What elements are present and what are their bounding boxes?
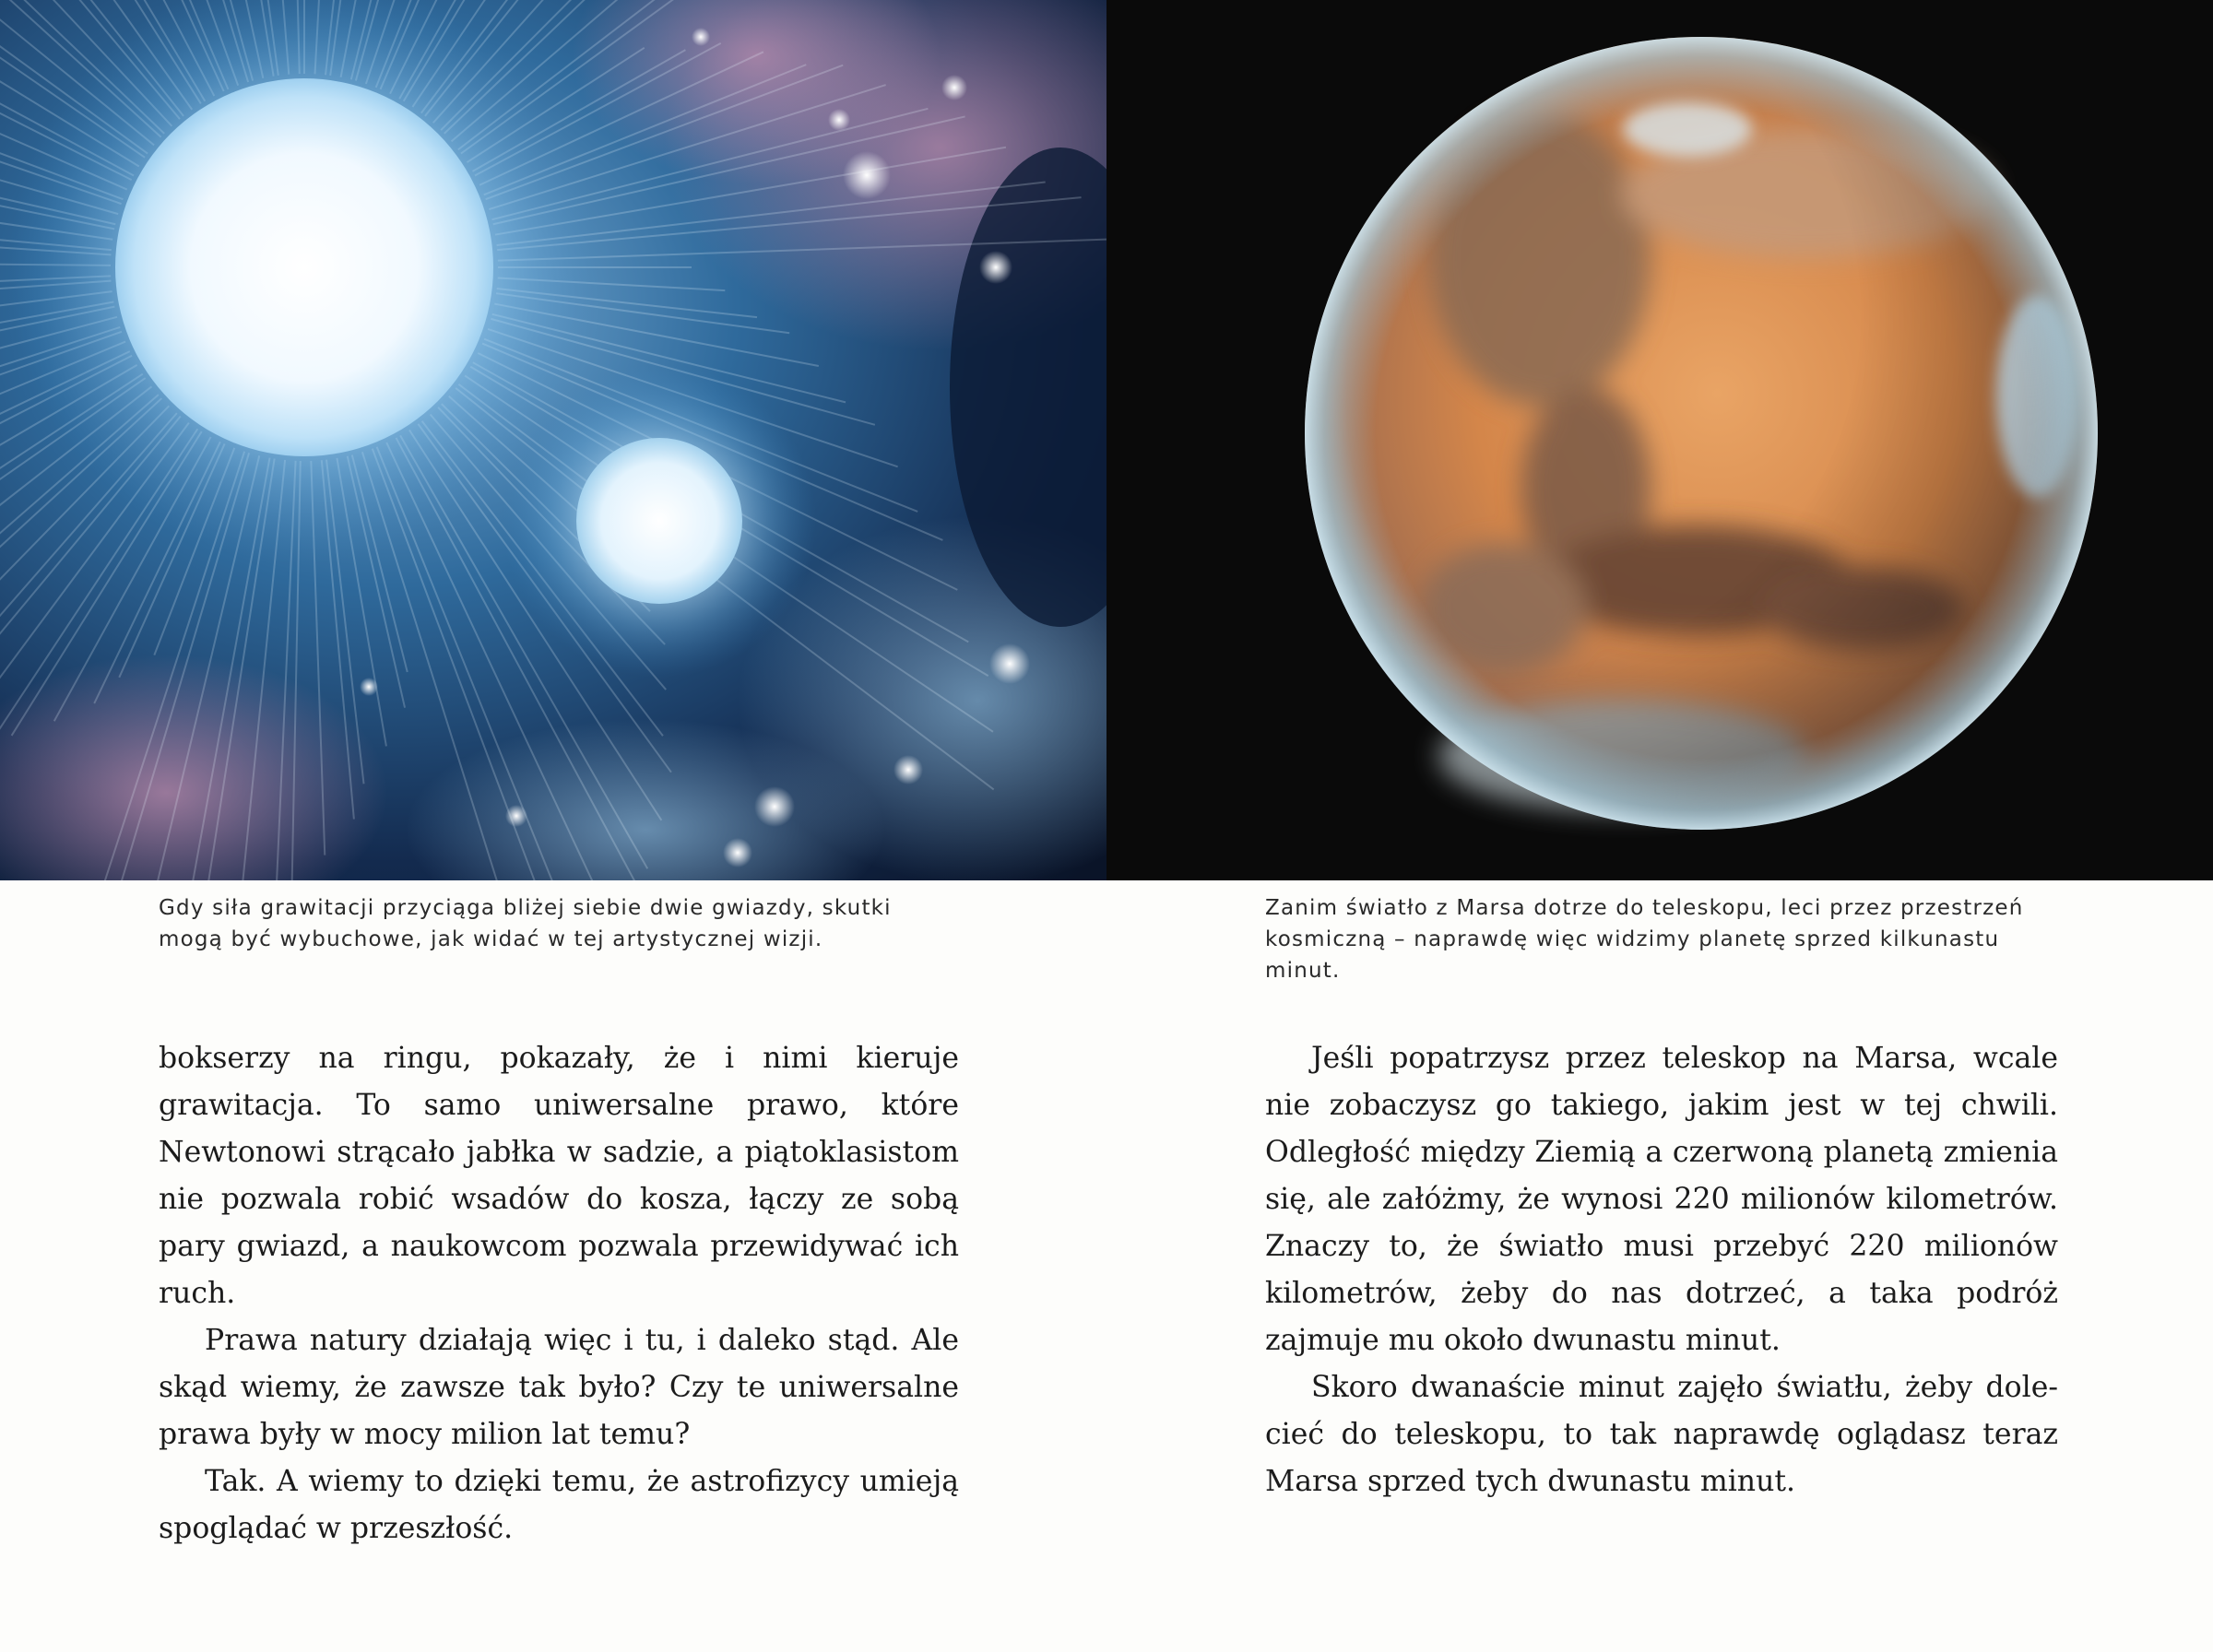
mars-photo: [1106, 0, 2213, 880]
mars-image: [1106, 0, 2213, 880]
stars-image: [0, 0, 1106, 880]
left-paragraph-1: bokserzy na ringu, pokazały, że i nimi kieruje grawitacja. To samo uniwersalne prawo, które Newtonowi strącało jabłka w sadzie, a piątoklasistom nie pozwala robić wsadów do kosza, łączy ze sobą pary gwiazd, a naukowcom pozwala przewidywać ich ruch.: [159, 1042, 959, 1310]
right-paragraph-1: Jeśli popatrzysz przez teleskop na Marsa, wcale nie zobaczysz go takiego, jakim jest w tej chwili. Odległość między Ziemią a czerwoną planetą zmienia się, ale załóżmy, że wynosi 220 milionów kilometrów. Znaczy to, że światło musi przebyć 220 milionów kilometrów, żeby do nas dotrzeć, a taka podróż zajmuje mu około dwunastu minut.: [1265, 1042, 2058, 1357]
right-paragraph-2: Skoro dwanaście minut zajęło światłu, żeby dolecieć do teleskopu, to tak naprawdę oglądasz teraz Marsa sprzed tych dwunastu minut.: [1265, 1371, 2058, 1498]
left-paragraph-3: Tak. A wiemy to dzięki temu, że astrofizycy umieją spoglądać w przeszłość.: [159, 1465, 959, 1545]
right-page-text: [1265, 1035, 2058, 1505]
stars-illustration: [0, 0, 1106, 880]
left-paragraph-2: Prawa natury działają więc i tu, i daleko stąd. Ale skąd wiemy, że zawsze tak było? Czy te uniwersalne prawa były w mocy milion lat temu?: [159, 1324, 959, 1451]
left-page-text: [159, 1035, 959, 1552]
left-image-caption: Gdy siła grawitacji przyciąga bliżej siebie dwie gwiazdy, skutki mogą być wybuchowe, jak widać w tej artystycznej wizji.: [159, 896, 892, 951]
right-image-caption: Zanim światło z Marsa dotrze do teleskopu, leci przez przestrzeń kosmiczną – naprawdę więc widzimy planetę sprzed kilkunastu minut.: [1265, 896, 2024, 983]
